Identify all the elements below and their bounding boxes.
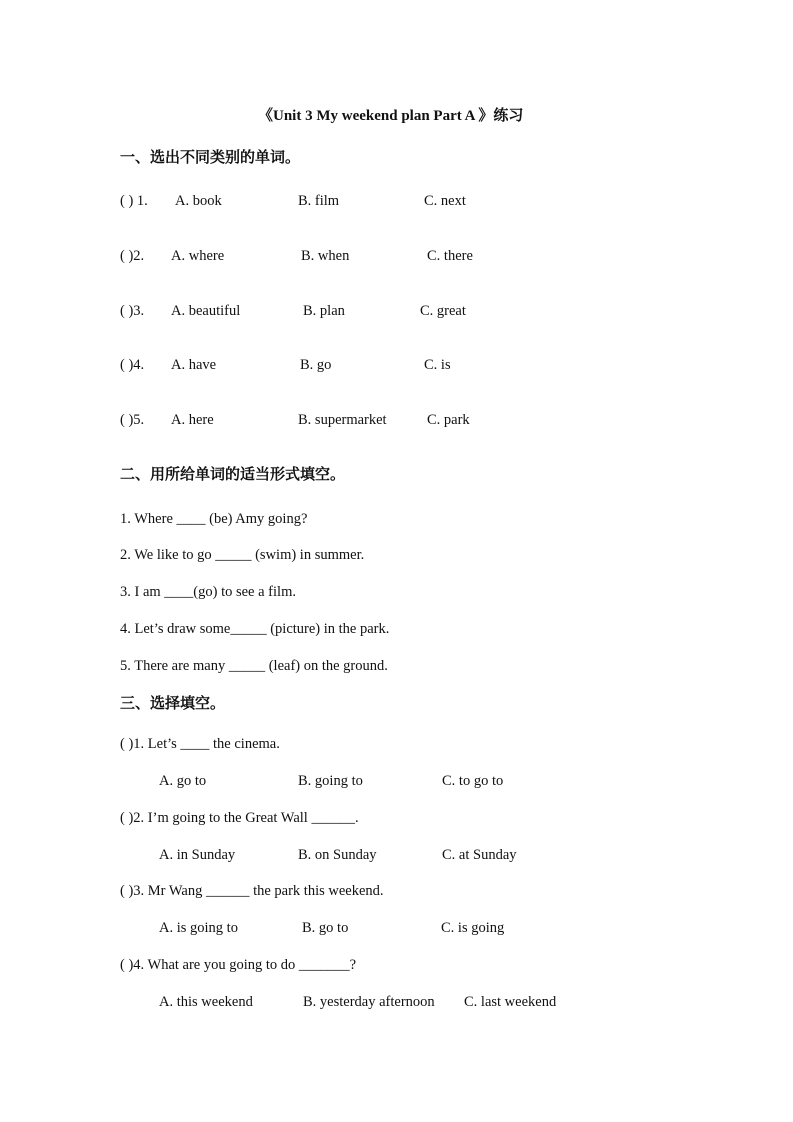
question-number: ( ) 1. [120,193,148,209]
option-a: A. beautiful [171,303,241,319]
option-a: A. where [171,248,225,264]
option-a: A. is going to [159,920,238,936]
option-c: C. next [424,193,466,209]
option-a: A. go to [159,773,207,789]
option-c: C. to go to [442,773,504,789]
option-b: B. film [298,193,340,209]
fill-blank-item: 2. We like to go _____ (swim) in summer. [120,547,365,563]
option-b: B. plan [303,303,345,319]
option-b: B. on Sunday [298,847,377,863]
question-number: ( )5. [120,412,145,428]
option-b: B. when [301,248,350,264]
section-2-heading: 二、用所给单词的适当形式填空。 [120,465,346,483]
section-3-heading: 三、选择填空。 [120,694,226,712]
option-a: A. book [175,193,222,209]
question-stem: ( )2. I’m going to the Great Wall ______. [120,810,359,826]
option-c: C. there [427,248,473,264]
option-b: B. yesterday afternoon [303,994,435,1010]
option-c: C. at Sunday [442,847,517,863]
option-c: C. is going [441,920,505,936]
question-stem: ( )3. Mr Wang ______ the park this weekend. [120,883,384,899]
option-b: B. go [300,357,332,373]
fill-blank-item: 4. Let’s draw some_____ (picture) in the park. [120,621,390,637]
question-stem: ( )4. What are you going to do _______? [120,957,357,973]
option-a: A. this weekend [159,994,253,1010]
option-a: A. have [171,357,217,373]
option-a: A. in Sunday [159,847,236,863]
page-title: 《Unit 3 My weekend plan Part A 》练习 [258,108,524,124]
option-b: B. go to [302,920,349,936]
option-b: B. going to [298,773,363,789]
fill-blank-item: 1. Where ____ (be) Amy going? [120,511,308,527]
option-b: B. supermarket [298,412,387,428]
option-c: C. last weekend [464,994,557,1010]
option-c: C. great [420,303,466,319]
option-a: A. here [171,412,214,428]
question-number: ( )3. [120,303,145,319]
option-c: C. park [427,412,470,428]
option-c: C. is [424,357,451,373]
fill-blank-item: 5. There are many _____ (leaf) on the ground. [120,658,388,674]
question-number: ( )4. [120,357,145,373]
section-1-heading: 一、选出不同类别的单词。 [120,148,301,166]
fill-blank-item: 3. I am ____(go) to see a film. [120,584,296,600]
question-stem: ( )1. Let’s ____ the cinema. [120,736,280,752]
question-number: ( )2. [120,248,145,264]
